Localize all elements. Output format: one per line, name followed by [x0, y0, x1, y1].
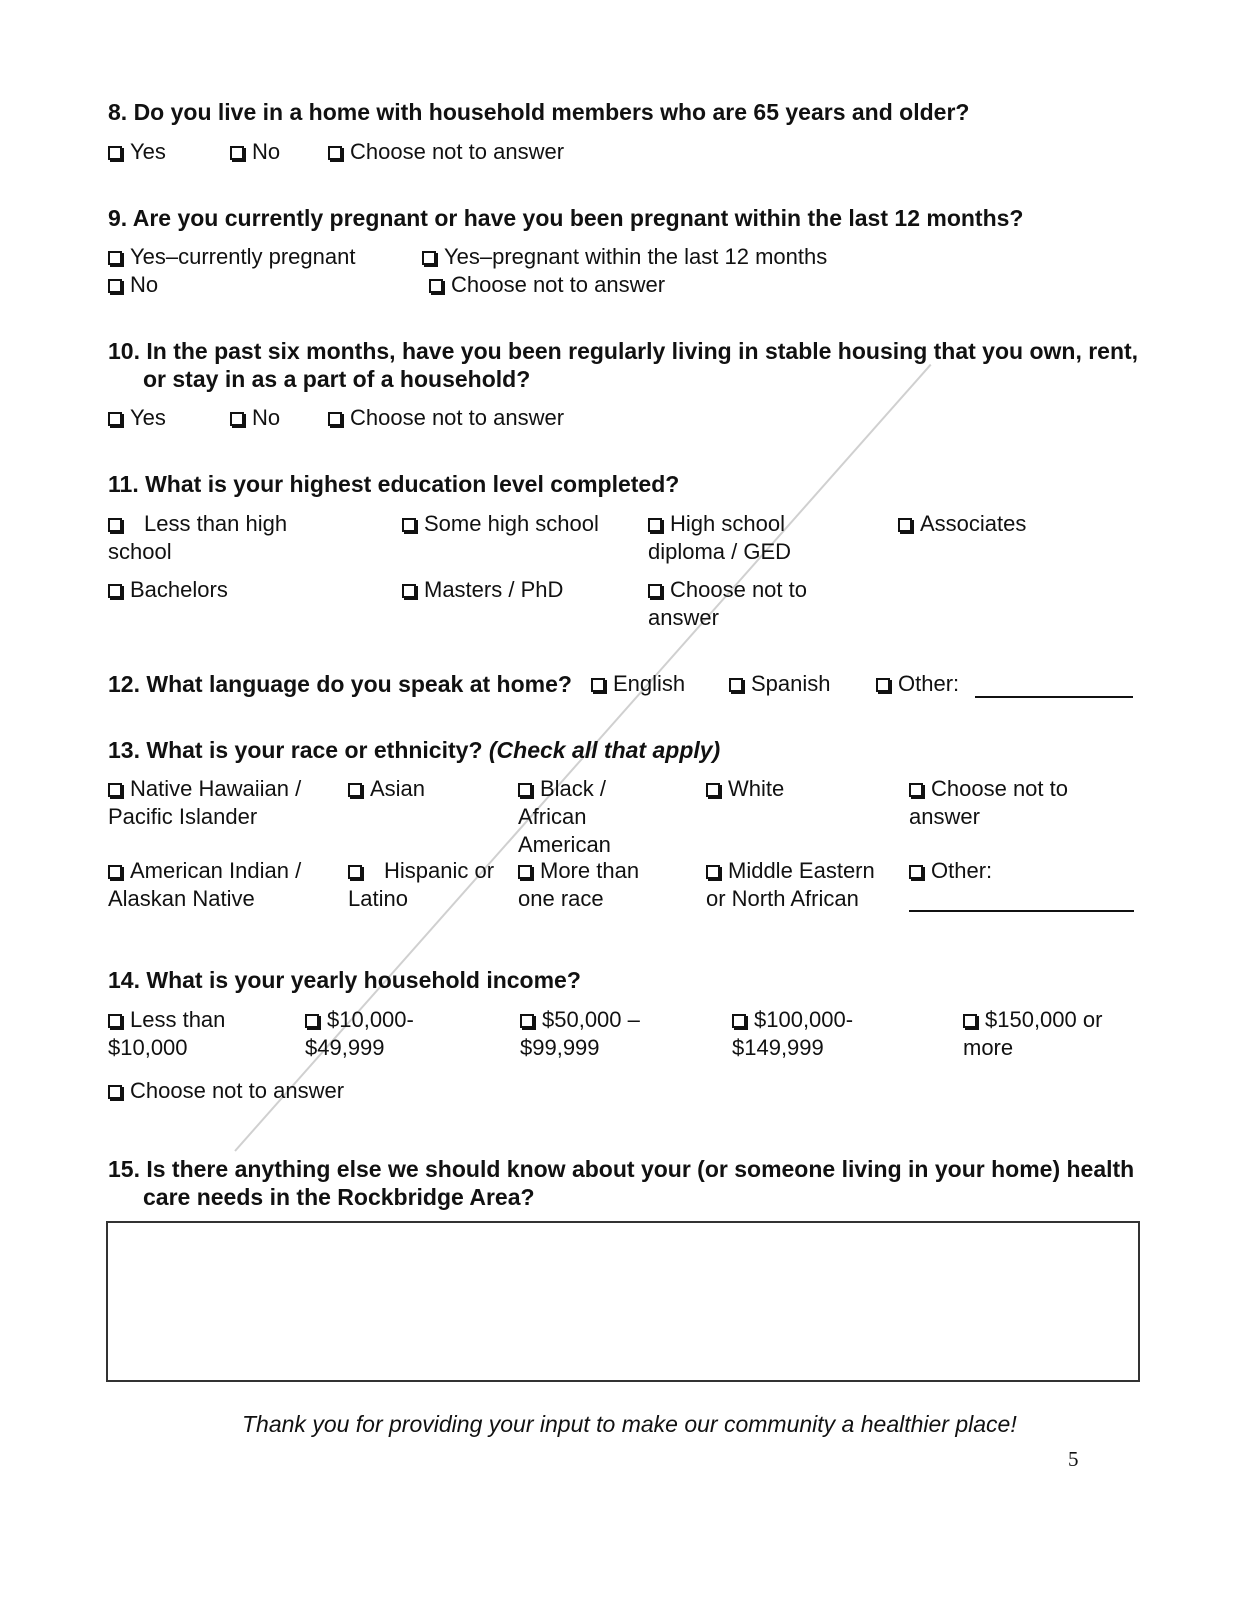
- checkbox-icon[interactable]: [909, 865, 923, 879]
- q11-option-choose-not[interactable]: Choose not to answer: [648, 577, 807, 630]
- q14-option-150000-or-more[interactable]: $150,000 or more: [963, 1007, 1103, 1060]
- q13-option-black-african-american[interactable]: Black / African American: [518, 776, 611, 857]
- checkbox-icon[interactable]: [108, 412, 122, 426]
- question-14: 14. What is your yearly household income?: [108, 967, 581, 993]
- q13-note: (Check all that apply): [488, 737, 721, 763]
- checkbox-icon[interactable]: [591, 678, 605, 692]
- q12-option-other[interactable]: Other:: [876, 670, 959, 698]
- checkbox-icon[interactable]: [898, 518, 912, 532]
- checkbox-icon[interactable]: [108, 865, 122, 879]
- q12-option-english[interactable]: English: [591, 670, 685, 698]
- q9-option-yes-last-12[interactable]: Yes–pregnant within the last 12 months: [422, 243, 827, 271]
- checkbox-icon[interactable]: [732, 1014, 746, 1028]
- checkbox-icon[interactable]: [108, 1085, 122, 1099]
- q11-option-less-than-high-school[interactable]: Less than high school: [108, 511, 288, 564]
- q14-option-10000-49999[interactable]: $10,000- $49,999: [305, 1007, 414, 1060]
- question-8: 8. Do you live in a home with household members who are 65 years and older?: [108, 99, 970, 125]
- checkbox-icon[interactable]: [230, 412, 244, 426]
- q14-option-50000-99999[interactable]: $50,000 – $99,999: [520, 1007, 640, 1060]
- checkbox-icon[interactable]: [648, 584, 662, 598]
- q13-other-blank[interactable]: [909, 888, 1134, 912]
- question-12: 12. What language do you speak at home?: [108, 671, 572, 697]
- question-11: 11. What is your highest education level completed?: [108, 471, 680, 497]
- checkbox-icon[interactable]: [108, 279, 122, 293]
- question-13: 13. What is your race or ethnicity? (Check all that apply): [108, 737, 721, 763]
- q12-option-spanish[interactable]: Spanish: [729, 670, 831, 698]
- checkbox-icon[interactable]: [706, 865, 720, 879]
- q15-answer-box[interactable]: [106, 1221, 1140, 1382]
- checkbox-icon[interactable]: [429, 279, 443, 293]
- q9-option-yes-currently[interactable]: Yes–currently pregnant: [108, 243, 355, 271]
- checkbox-icon[interactable]: [706, 783, 720, 797]
- q14-option-100000-149999[interactable]: $100,000- $149,999: [732, 1007, 854, 1060]
- checkbox-icon[interactable]: [348, 865, 362, 879]
- checkbox-icon[interactable]: [876, 678, 890, 692]
- q11-option-masters-phd[interactable]: Masters / PhD: [402, 576, 563, 604]
- q13-option-more-than-one[interactable]: More than one race: [518, 858, 640, 911]
- q11-option-some-high-school[interactable]: Some high school: [402, 510, 599, 538]
- q13-option-asian[interactable]: Asian: [348, 775, 425, 803]
- q9-option-choose-not[interactable]: Choose not to answer: [429, 271, 665, 299]
- checkbox-icon[interactable]: [305, 1014, 319, 1028]
- q13-option-other[interactable]: Other:: [909, 857, 992, 885]
- q8-option-yes[interactable]: Yes: [108, 138, 166, 166]
- checkbox-icon[interactable]: [108, 584, 122, 598]
- checkbox-icon[interactable]: [328, 412, 342, 426]
- q13-option-native-hawaiian[interactable]: Native Hawaiian / Pacific Islander: [108, 776, 302, 829]
- q10-option-choose-not[interactable]: Choose not to answer: [328, 404, 564, 432]
- q11-option-high-school-diploma[interactable]: High school diploma / GED: [648, 511, 792, 564]
- checkbox-icon[interactable]: [348, 783, 362, 797]
- q14-option-less-than-10000[interactable]: Less than $10,000: [108, 1007, 226, 1060]
- checkbox-icon[interactable]: [108, 251, 122, 265]
- q8-option-no[interactable]: No: [230, 138, 280, 166]
- checkbox-icon[interactable]: [230, 146, 244, 160]
- checkbox-icon[interactable]: [422, 251, 436, 265]
- q13-option-american-indian[interactable]: American Indian / Alaskan Native: [108, 858, 302, 911]
- q11-option-associates[interactable]: Associates: [898, 510, 1026, 538]
- q13-option-choose-not[interactable]: Choose not to answer: [909, 776, 1068, 829]
- checkbox-icon[interactable]: [963, 1014, 977, 1028]
- question-9: 9. Are you currently pregnant or have you been pregnant within the last 12 months?: [108, 205, 1024, 231]
- q12-other-blank[interactable]: [975, 674, 1133, 698]
- page-number: 5: [1068, 1447, 1079, 1471]
- checkbox-icon[interactable]: [909, 783, 923, 797]
- checkbox-icon[interactable]: [402, 584, 416, 598]
- checkbox-icon[interactable]: [648, 518, 662, 532]
- checkbox-icon[interactable]: [729, 678, 743, 692]
- checkbox-icon[interactable]: [108, 783, 122, 797]
- q10-option-yes[interactable]: Yes: [108, 404, 166, 432]
- checkbox-icon[interactable]: [328, 146, 342, 160]
- checkbox-icon[interactable]: [108, 1014, 122, 1028]
- q9-option-no[interactable]: No: [108, 271, 158, 299]
- q11-option-bachelors[interactable]: Bachelors: [108, 576, 228, 604]
- q13-option-middle-eastern[interactable]: Middle Eastern or North African: [706, 858, 875, 911]
- q10-option-no[interactable]: No: [230, 404, 280, 432]
- checkbox-icon[interactable]: [520, 1014, 534, 1028]
- q14-option-choose-not[interactable]: Choose not to answer: [108, 1077, 344, 1105]
- checkbox-icon[interactable]: [108, 518, 122, 532]
- checkbox-icon[interactable]: [518, 783, 532, 797]
- q8-option-choose-not[interactable]: Choose not to answer: [328, 138, 564, 166]
- checkbox-icon[interactable]: [518, 865, 532, 879]
- checkbox-icon[interactable]: [402, 518, 416, 532]
- thank-you-message: Thank you for providing your input to make our community a healthier place!: [242, 1411, 1017, 1437]
- question-10: 10. In the past six months, have you been regularly living in stable housing that you own, rent, or stay in as a part of a household?: [108, 338, 1139, 392]
- checkbox-icon[interactable]: [108, 146, 122, 160]
- question-15: 15. Is there anything else we should know about your (or someone living in your home) health care needs in the Rockbridge Area?: [108, 1156, 1135, 1210]
- q13-option-hispanic-latino[interactable]: Hispanic or Latino: [348, 858, 495, 911]
- q13-option-white[interactable]: White: [706, 775, 784, 803]
